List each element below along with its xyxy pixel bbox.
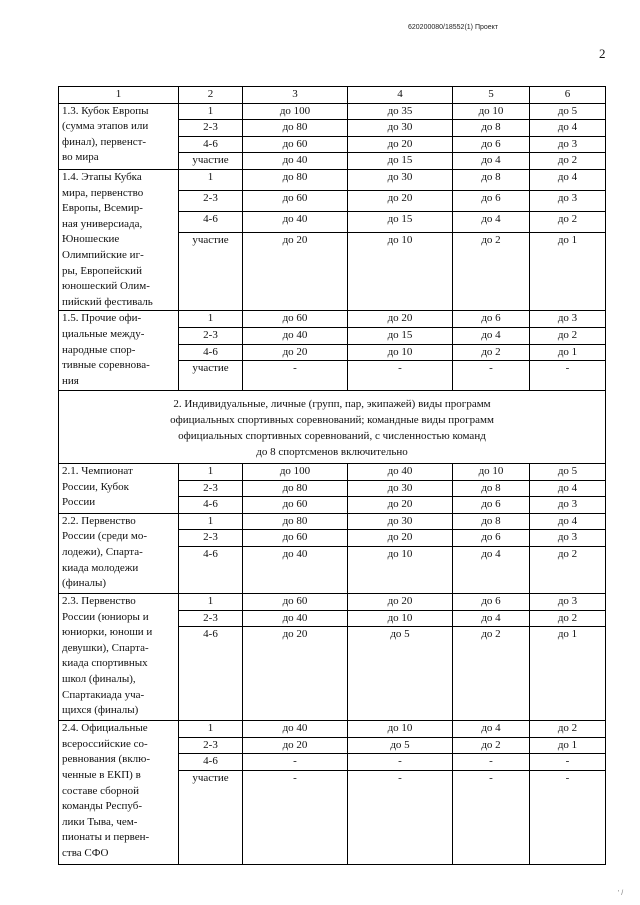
label-line: ная универсиада, <box>62 217 143 230</box>
row-label-2-3 <box>59 594 179 721</box>
value-cell: до 60 <box>243 530 348 547</box>
label-line: Европы, Всемир- <box>62 202 143 215</box>
table-row <box>59 594 606 611</box>
value-cell: до 60 <box>243 191 348 212</box>
place-cell: 2-3 <box>179 327 243 344</box>
value-cell: до 2 <box>530 721 606 738</box>
value-cell: до 8 <box>453 480 530 497</box>
value-cell: до 4 <box>453 327 530 344</box>
value-cell: - <box>453 771 530 865</box>
table-header-row <box>59 87 606 104</box>
place-cell: участие <box>179 153 243 170</box>
label-line: ния <box>62 374 79 387</box>
place-cell: 2-3 <box>179 191 243 212</box>
value-cell: до 100 <box>243 464 348 481</box>
table-row <box>59 103 606 120</box>
value-cell: до 2 <box>453 627 530 721</box>
place-cell: 1 <box>179 464 243 481</box>
label-line: (сумма этапов или <box>62 120 149 133</box>
table-row <box>59 513 606 530</box>
value-cell: до 30 <box>348 513 453 530</box>
value-cell: - <box>348 771 453 865</box>
value-cell: до 20 <box>348 191 453 212</box>
value-cell: - <box>530 754 606 771</box>
value-cell: до 2 <box>453 737 530 754</box>
value-cell: - <box>348 361 453 391</box>
value-cell: до 40 <box>348 464 453 481</box>
value-cell: до 4 <box>453 610 530 627</box>
value-cell: до 6 <box>453 530 530 547</box>
value-cell: до 3 <box>530 311 606 328</box>
place-cell: 1 <box>179 513 243 530</box>
value-cell: - <box>453 754 530 771</box>
value-cell: до 60 <box>243 136 348 153</box>
label-line: школ (финалы), <box>62 673 136 686</box>
label-line: пийский фестиваль <box>62 295 153 308</box>
value-cell: до 4 <box>453 547 530 594</box>
value-cell: до 20 <box>348 311 453 328</box>
value-cell: до 5 <box>348 627 453 721</box>
section-2-heading <box>59 391 606 464</box>
label-line: России (юниоры и <box>62 610 149 623</box>
value-cell: - <box>530 771 606 865</box>
value-cell: до 10 <box>348 344 453 361</box>
label-line: Юношеские <box>62 233 120 246</box>
place-cell: 2-3 <box>179 480 243 497</box>
row-label-2-1 <box>59 464 179 514</box>
label-line: ревнования (вклю- <box>62 753 151 766</box>
row-label-2-2 <box>59 513 179 593</box>
value-cell: - <box>243 361 348 391</box>
value-cell: до 2 <box>530 153 606 170</box>
table-row <box>59 464 606 481</box>
value-cell: до 4 <box>453 153 530 170</box>
document-id: 620200080/18552(1) Проект <box>408 24 499 31</box>
value-cell: до 80 <box>243 480 348 497</box>
row-label-1-3 <box>59 103 179 169</box>
label-line: циальные между- <box>62 327 145 340</box>
label-line: команды Респуб- <box>62 800 142 813</box>
value-cell: до 35 <box>348 103 453 120</box>
page-number: 2 <box>599 46 606 61</box>
value-cell: до 30 <box>348 120 453 137</box>
value-cell: до 20 <box>243 233 348 311</box>
label-line: составе сборной <box>62 784 140 797</box>
label-line: 2.3. Первенство <box>62 595 136 608</box>
value-cell: до 10 <box>348 610 453 627</box>
column-header: 5 <box>453 87 530 104</box>
column-header: 6 <box>530 87 606 104</box>
place-cell: 1 <box>179 721 243 738</box>
heading-line: до 8 спортсменов включительно <box>256 446 408 459</box>
value-cell: до 4 <box>453 212 530 233</box>
label-line: тивные соревнова- <box>62 359 150 372</box>
value-cell: до 20 <box>243 344 348 361</box>
value-cell: до 2 <box>530 327 606 344</box>
place-cell: участие <box>179 771 243 865</box>
label-line: киада спортивных <box>62 657 148 670</box>
label-line: финал), первенст- <box>62 135 147 148</box>
label-line: 1.3. Кубок Европы <box>62 104 149 117</box>
value-cell: до 8 <box>453 513 530 530</box>
value-cell: до 1 <box>530 344 606 361</box>
value-cell: до 3 <box>530 530 606 547</box>
value-cell: до 2 <box>530 610 606 627</box>
table-row <box>59 311 606 328</box>
value-cell: до 60 <box>243 311 348 328</box>
value-cell: до 3 <box>530 497 606 514</box>
label-line: во мира <box>62 151 99 164</box>
value-cell: до 5 <box>348 737 453 754</box>
label-line: лики Тыва, чем- <box>62 815 138 828</box>
label-line: мира, первенство <box>62 186 144 199</box>
value-cell: до 6 <box>453 594 530 611</box>
value-cell: до 20 <box>243 737 348 754</box>
value-cell: до 1 <box>530 737 606 754</box>
value-cell: до 6 <box>453 311 530 328</box>
heading-line: официальных спортивных соревнований, с численностью команд <box>178 430 486 443</box>
value-cell: до 40 <box>243 212 348 233</box>
value-cell: до 8 <box>453 120 530 137</box>
place-cell: 4-6 <box>179 497 243 514</box>
value-cell: до 1 <box>530 233 606 311</box>
value-cell: до 20 <box>243 627 348 721</box>
label-line: юношеский Олим- <box>62 280 150 293</box>
value-cell: до 20 <box>348 594 453 611</box>
value-cell: до 15 <box>348 153 453 170</box>
value-cell: до 40 <box>243 721 348 738</box>
label-line: России, Кубок <box>62 480 129 493</box>
label-line: 1.4. Этапы Кубка <box>62 170 142 183</box>
label-line: России <box>62 496 96 509</box>
value-cell: до 6 <box>453 136 530 153</box>
row-label-1-5 <box>59 311 179 391</box>
corner-mark: ' / <box>618 890 624 897</box>
value-cell: до 15 <box>348 212 453 233</box>
value-cell: до 15 <box>348 327 453 344</box>
label-line: Олимпийские иг- <box>62 248 144 261</box>
value-cell: до 4 <box>530 513 606 530</box>
label-line: Спартакиада уча- <box>62 688 145 701</box>
label-line: 2.2. Первенство <box>62 514 136 527</box>
value-cell: до 2 <box>530 547 606 594</box>
value-cell: - <box>243 754 348 771</box>
table-row <box>59 721 606 738</box>
label-line: ры, Европейский <box>62 264 142 277</box>
value-cell: до 20 <box>348 497 453 514</box>
place-cell: 1 <box>179 311 243 328</box>
label-line: России (среди мо- <box>62 530 148 543</box>
section-heading-row <box>59 391 606 464</box>
column-header: 4 <box>348 87 453 104</box>
label-line: киада молодежи <box>62 561 139 574</box>
value-cell: - <box>530 361 606 391</box>
value-cell: до 5 <box>530 464 606 481</box>
place-cell: 4-6 <box>179 754 243 771</box>
heading-line: 2. Индивидуальные, личные (групп, пар, экипажей) виды программ <box>173 398 491 411</box>
value-cell: до 40 <box>243 547 348 594</box>
value-cell: - <box>243 771 348 865</box>
value-cell: до 6 <box>453 497 530 514</box>
value-cell: до 100 <box>243 103 348 120</box>
label-line: пионаты и первен- <box>62 831 150 844</box>
value-cell: до 40 <box>243 327 348 344</box>
column-header: 1 <box>59 87 179 104</box>
heading-line: официальных спортивных соревнований; командные виды программ <box>170 414 494 427</box>
label-line: юниорки, юноши и <box>62 626 153 639</box>
value-cell: до 3 <box>530 594 606 611</box>
place-cell: 2-3 <box>179 610 243 627</box>
place-cell: 4-6 <box>179 136 243 153</box>
place-cell: 2-3 <box>179 737 243 754</box>
value-cell: до 80 <box>243 120 348 137</box>
place-cell: 1 <box>179 594 243 611</box>
label-line: (финалы) <box>62 577 107 590</box>
place-cell: 1 <box>179 169 243 190</box>
row-label-1-4 <box>59 169 179 310</box>
place-cell: 4-6 <box>179 212 243 233</box>
label-line: народные спор- <box>62 343 136 356</box>
value-cell: до 40 <box>243 153 348 170</box>
value-cell: до 1 <box>530 627 606 721</box>
value-cell: до 30 <box>348 480 453 497</box>
label-line: 1.5. Прочие офи- <box>62 312 142 325</box>
value-cell: до 4 <box>530 120 606 137</box>
label-line: девушки), Спарта- <box>62 641 149 654</box>
value-cell: до 80 <box>243 513 348 530</box>
place-cell: 2-3 <box>179 120 243 137</box>
value-cell: до 80 <box>243 169 348 190</box>
value-cell: до 20 <box>348 136 453 153</box>
value-cell: до 10 <box>348 721 453 738</box>
label-line: ченные в ЕКП) в <box>62 769 141 782</box>
place-cell: 4-6 <box>179 344 243 361</box>
value-cell: до 4 <box>530 480 606 497</box>
place-cell: 4-6 <box>179 547 243 594</box>
value-cell: до 2 <box>530 212 606 233</box>
value-cell: до 4 <box>530 169 606 190</box>
value-cell: до 10 <box>453 103 530 120</box>
label-line: лодежи), Спарта- <box>62 546 143 559</box>
value-cell: - <box>453 361 530 391</box>
value-cell: до 5 <box>530 103 606 120</box>
label-line: 2.4. Официальные <box>62 722 148 735</box>
value-cell: до 3 <box>530 191 606 212</box>
value-cell: до 2 <box>453 233 530 311</box>
place-cell: 2-3 <box>179 530 243 547</box>
value-cell: до 60 <box>243 594 348 611</box>
value-cell: до 30 <box>348 169 453 190</box>
value-cell: до 20 <box>348 530 453 547</box>
value-cell: до 6 <box>453 191 530 212</box>
value-cell: до 8 <box>453 169 530 190</box>
results-table <box>58 86 606 865</box>
place-cell: 4-6 <box>179 627 243 721</box>
value-cell: до 2 <box>453 344 530 361</box>
place-cell: 1 <box>179 103 243 120</box>
label-line: щихся (финалы) <box>62 704 139 717</box>
value-cell: до 10 <box>453 464 530 481</box>
row-label-2-4 <box>59 721 179 865</box>
value-cell: до 40 <box>243 610 348 627</box>
value-cell: до 4 <box>453 721 530 738</box>
value-cell: - <box>348 754 453 771</box>
label-line: 2.1. Чемпионат <box>62 465 133 478</box>
value-cell: до 10 <box>348 547 453 594</box>
value-cell: до 10 <box>348 233 453 311</box>
table-row <box>59 169 606 190</box>
label-line: всероссийские со- <box>62 737 148 750</box>
value-cell: до 60 <box>243 497 348 514</box>
column-header: 2 <box>179 87 243 104</box>
place-cell: участие <box>179 233 243 311</box>
column-header: 3 <box>243 87 348 104</box>
value-cell: до 3 <box>530 136 606 153</box>
label-line: ства СФО <box>62 847 109 859</box>
place-cell: участие <box>179 361 243 391</box>
